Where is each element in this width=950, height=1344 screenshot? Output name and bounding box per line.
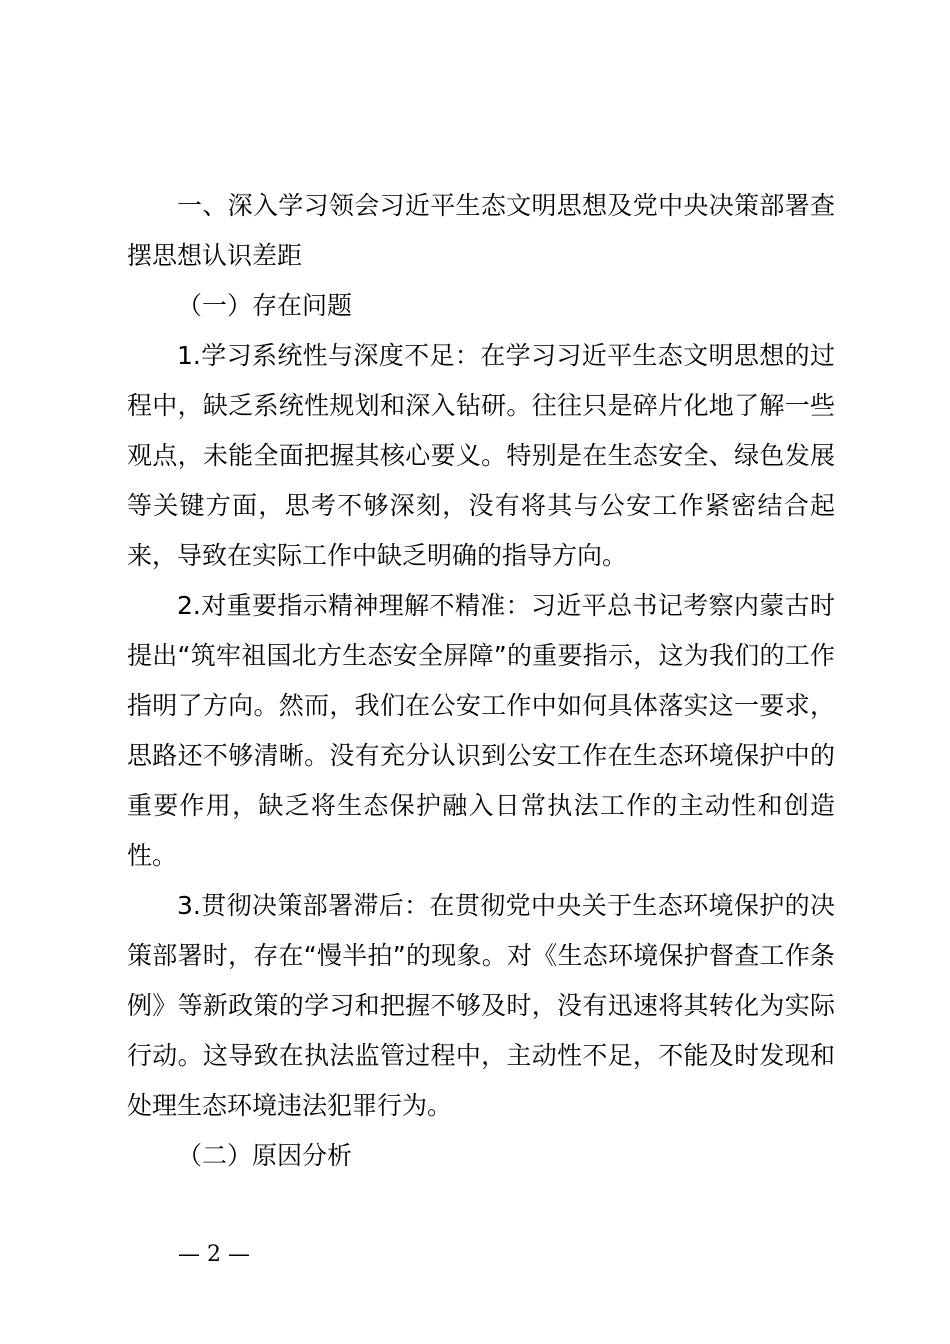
- section-heading: 一、深入学习领会习近平生态文明思想及党中央决策部署查摆思想认识差距: [127, 191, 835, 270]
- subheading-causes: （二）原因分析: [177, 1141, 353, 1170]
- page-number: — 2 —: [178, 1242, 250, 1267]
- paragraph-2: 2.对重要指示精神理解不精准：习近平总书记考察内蒙古时提出“筑牢祖国北方生态安全屏障”的重要指示，这为我们的工作指明了方向。然而，我们在公安工作中如何具体落实这一要求，思路还不够清晰。没有充分认识到公安工作在生态环境保护中的重要作用，缺乏将生态保护融入日常执法工作的主动性和创造性。: [127, 591, 835, 870]
- paragraph-1: 1.学习系统性与深度不足：在学习习近平生态文明思想的过程中，缺乏系统性规划和深入钻研。往往只是碎片化地了解一些观点，未能全面把握其核心要义。特别是在生态安全、绿色发展等关键方面，思考不够深刻，没有将其与公安工作紧密结合起来，导致在实际工作中缺乏明确的指导方向。: [127, 341, 835, 570]
- subheading-problems: （一）存在问题: [177, 291, 353, 320]
- paragraph-3: 3.贯彻决策部署滞后：在贯彻党中央关于生态环境保护的决策部署时，存在“慢半拍”的现象。对《生态环境保护督查工作条例》等新政策的学习和把握不够及时，没有迅速将其转化为实际行动。这导致在执法监管过程中，主动性不足，不能及时发现和处理生态环境违法犯罪行为。: [127, 891, 835, 1120]
- document-body: [127, 181, 835, 1181]
